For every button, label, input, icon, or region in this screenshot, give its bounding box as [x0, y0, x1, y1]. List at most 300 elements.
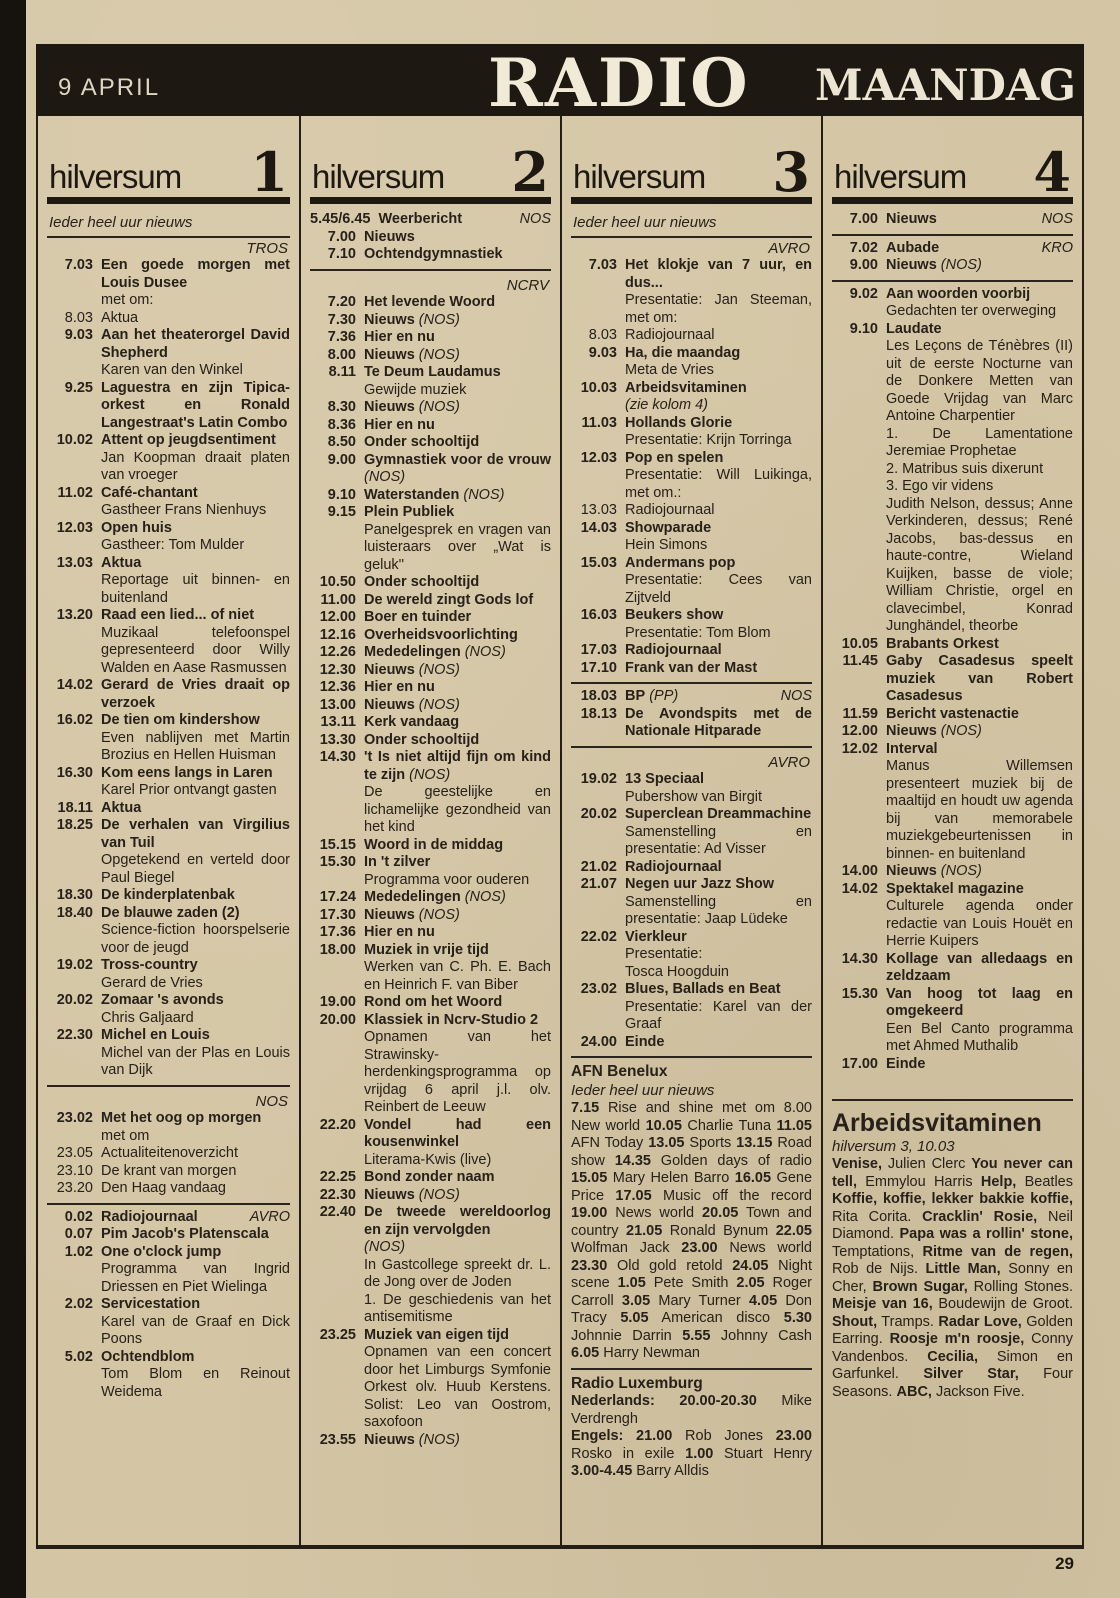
program-suffix: (NOS) [418, 661, 460, 678]
section-note: Ieder heel uur nieuws [571, 1081, 715, 1099]
program-title: One o'clock jump [101, 1243, 222, 1260]
program-content [101, 1244, 290, 1297]
program-time: 7.30 [327, 311, 356, 328]
program-time: 18.40 [56, 904, 93, 921]
paragraph-segment: Mary Turner [650, 1292, 749, 1309]
program-content [886, 286, 1073, 321]
program-time: 18.03 [580, 688, 617, 704]
program-content [364, 889, 551, 907]
paragraph-segment: 5.55 [682, 1327, 711, 1344]
program-desc: Presentatie: Jan Steeman, met om: [625, 292, 812, 326]
paragraph-segment: Cecilia, [927, 1348, 978, 1365]
paragraph-segment: Gene Price [571, 1170, 813, 1204]
paragraph-segment: Rolling Stones. [967, 1278, 1073, 1295]
program-title: Bericht vastenactie [886, 705, 1019, 722]
program-item [310, 662, 551, 680]
program-content [101, 1349, 290, 1402]
program-title: Rond om het Woord [364, 994, 503, 1010]
program-time: 15.30 [319, 854, 356, 870]
program-item [310, 1204, 551, 1327]
program-item [310, 907, 551, 925]
paragraph-segment: Koffie, koffie, lekker bakkie koffie, [832, 1191, 1073, 1208]
program-content [101, 485, 290, 520]
paragraph-segment: 11.05 [776, 1117, 812, 1134]
program-desc: 3. Ego vir videns [886, 478, 994, 494]
program-content [101, 800, 290, 818]
program-title: Nieuws [364, 346, 415, 363]
program-time: 17.24 [319, 889, 356, 905]
program-title: Pim Jacob's Platenscala [101, 1226, 269, 1242]
program-title: Nieuws [364, 1186, 415, 1203]
program-time: 10.02 [56, 432, 93, 448]
program-content [364, 399, 551, 417]
program-item [47, 1110, 290, 1145]
program-title: Hollands Glorie [625, 414, 733, 431]
program-item [310, 697, 551, 715]
program-time: 9.25 [64, 379, 93, 396]
program-content [625, 771, 812, 806]
program-time: 16.02 [56, 712, 93, 728]
listing-paragraph [832, 1156, 1073, 1401]
program-desc: Presentatie: Cees van Zijtveld [625, 572, 812, 606]
program-item [47, 1027, 290, 1080]
program-title: Andermans pop [625, 554, 736, 571]
section-divider [571, 746, 812, 748]
program-content [101, 905, 290, 958]
program-content [378, 211, 551, 229]
program-content [101, 1027, 290, 1080]
program-time: 22.20 [319, 1116, 356, 1133]
program-content [364, 434, 551, 452]
program-item [310, 889, 551, 907]
program-content [625, 450, 812, 503]
program-time: 13.03 [580, 502, 617, 518]
program-desc: 2. Matribus suis dixerunt [886, 460, 1044, 477]
program-time: 20.02 [56, 992, 93, 1008]
paragraph-segment: Boudewijn de Groot. [932, 1296, 1073, 1313]
program-title: Nieuws [886, 723, 937, 739]
paragraph-segment: Stuart Henry [713, 1445, 812, 1462]
program-title: Muziek in vrije tijd [364, 941, 489, 958]
program-title: De kinderplatenbak [101, 887, 235, 903]
program-desc: Opnamen van een concert door het Limburgs Symfonie Orkest olv. Huub Kerstens. Solist: Leo van Oostrom, saxofoon [364, 1344, 551, 1430]
program-desc: Chris Galjaard [101, 1009, 194, 1026]
paragraph-segment: Johnny Cash [710, 1327, 812, 1344]
program-item [47, 310, 290, 328]
paragraph-segment: Ritme van de regen, [922, 1243, 1073, 1260]
program-item [571, 607, 812, 642]
paragraph-segment: Wolfman Jack [571, 1240, 682, 1256]
paragraph-segment: Rise and shine met om 8.00 New world [571, 1100, 812, 1134]
program-item [310, 679, 551, 697]
hourly-news-note: Ieder heel uur nieuws [47, 211, 290, 238]
paragraph-segment: Nederlands: 20.00-20.30 [571, 1393, 757, 1409]
program-desc: In Gastcollege spreekt dr. L. de Jong over de Joden [364, 1256, 551, 1290]
program-suffix: (NOS) [409, 766, 451, 783]
program-desc: Gedachten ter overweging [886, 303, 1057, 319]
program-title: Nieuws [364, 399, 415, 415]
program-title: Pop en spelen [625, 449, 724, 466]
program-title: Radiojournaal [625, 502, 715, 518]
program-item [47, 992, 290, 1027]
program-time: 12.03 [56, 519, 93, 536]
program-desc: Presentatie: Krijn Torringa [625, 432, 792, 448]
program-title: Negen uur Jazz Show [625, 876, 775, 892]
program-time: 9.03 [588, 344, 617, 361]
section-subhead: AFN Benelux [571, 1063, 668, 1080]
program-item [571, 502, 812, 520]
program-item [310, 714, 551, 732]
program-item [310, 312, 551, 330]
program-suffix: (NOS) [418, 906, 460, 923]
program-time: 12.36 [319, 679, 356, 695]
program-time: 9.03 [64, 327, 93, 343]
program-desc: Tosca Hoogduin [625, 963, 729, 980]
program-content [625, 345, 812, 380]
program-content [364, 1327, 551, 1432]
program-title: Frank van der Mast [625, 659, 758, 676]
program-time: 11.45 [842, 653, 878, 669]
program-content [364, 229, 551, 247]
program-time: 13.11 [320, 714, 356, 730]
network-inline: NOS [519, 211, 551, 227]
program-item [310, 211, 551, 229]
program-desc: Even nablijven met Martin Brozius en Hellen Huisman [101, 729, 290, 763]
program-time: 10.50 [319, 574, 356, 590]
program-title: Boer en tuinder [364, 609, 472, 625]
network-inline: NOS [780, 688, 812, 704]
program-item [47, 1163, 290, 1181]
program-content [364, 854, 551, 889]
program-time: 18.25 [56, 817, 93, 833]
program-desc: Programma voor ouderen [364, 871, 530, 888]
program-title: Ochtendgymnastiek [364, 246, 503, 262]
section-divider [47, 1203, 290, 1205]
program-time: 8.30 [327, 399, 356, 415]
program-content [364, 1012, 551, 1117]
program-time: 24.00 [580, 1033, 617, 1050]
program-item [571, 771, 812, 806]
program-item [310, 434, 551, 452]
section-divider [832, 280, 1073, 282]
program-title: Superclean Dreammachine [625, 806, 812, 822]
program-time: 8.00 [327, 346, 356, 363]
program-content [625, 688, 812, 706]
section-bighead: Arbeidsvitaminen [832, 1109, 1042, 1137]
network-label: NCRV [506, 276, 549, 294]
program-time: 9.00 [849, 257, 878, 273]
program-item [47, 485, 290, 520]
page-edge [0, 0, 26, 1598]
program-item [571, 706, 812, 741]
station-header [47, 116, 290, 204]
program-suffix: (NOS) [418, 1431, 460, 1448]
program-desc: Gerard de Vries [101, 974, 203, 991]
program-suffix: (NOS) [418, 1186, 460, 1203]
paragraph-segment: Johnnie Darrin [571, 1327, 683, 1344]
program-title: Einde [625, 1033, 665, 1050]
program-item [310, 732, 551, 750]
program-item [47, 905, 290, 958]
program-content [625, 502, 812, 520]
program-time: 10.03 [580, 379, 617, 396]
station-column [560, 116, 821, 1545]
program-time: 0.07 [64, 1226, 93, 1242]
program-title: Kerk vandaag [364, 714, 460, 730]
program-title: Onder schooltijd [364, 731, 480, 748]
program-item [310, 1012, 551, 1117]
program-time: 7.20 [327, 294, 356, 310]
program-time: 23.20 [56, 1180, 93, 1196]
program-title: Attent op jeugdsentiment [101, 432, 276, 448]
program-title: Bond zonder naam [364, 1169, 495, 1185]
paragraph-segment: 10.05 [645, 1117, 682, 1134]
program-title: Ha, die maandag [625, 344, 741, 361]
program-desc: Judith Nelson, dessus; Anne Verkinderen, dessus; René Jacobs, bas-dessus en haute-contre, Wieland Kuijken, basse de viole; William Christie, orgel en clavecimbel, Konrad Junghändel, theorbe [886, 495, 1073, 634]
program-title: Klassiek in Ncrv-Studio 2 [364, 1011, 539, 1028]
program-item [310, 1327, 551, 1432]
program-title: Arbeidsvitaminen [625, 379, 747, 396]
paragraph-segment: Pete Smith [645, 1275, 737, 1291]
paragraph-segment: 17.05 [615, 1187, 652, 1204]
program-desc: Opnamen van het Strawinsky-herdenkingsprogramma op vrijdag 6 april j.l. olv. Reinbert de Leeuw [364, 1029, 551, 1115]
program-time: 2.02 [64, 1296, 93, 1312]
program-time: 7.03 [588, 257, 617, 273]
program-item [310, 1117, 551, 1170]
program-time: 23.10 [56, 1162, 93, 1179]
program-content [101, 1296, 290, 1349]
program-time: 22.02 [580, 928, 617, 945]
program-title: Showparade [625, 519, 712, 536]
program-item [571, 327, 812, 345]
program-content [886, 723, 1073, 741]
paragraph-segment: Help, [980, 1173, 1017, 1190]
program-time: 21.07 [580, 876, 617, 892]
paragraph-segment: 4.05 [748, 1292, 778, 1309]
program-content [886, 986, 1073, 1056]
program-time: 18.11 [57, 799, 93, 816]
program-time: 9.10 [849, 320, 878, 337]
paragraph-segment: Rob de Nijs. [832, 1261, 926, 1278]
program-title: Michel en Louis [101, 1027, 210, 1043]
program-content [364, 1117, 551, 1170]
paragraph-segment: 13.15 [736, 1135, 773, 1151]
program-item [571, 520, 812, 555]
program-item [571, 1034, 812, 1052]
program-content [101, 432, 290, 485]
program-time: 23.05 [56, 1145, 93, 1161]
program-title: Nieuws [886, 211, 937, 227]
program-content [364, 697, 551, 715]
program-desc: Pubershow van Birgit [625, 788, 763, 805]
program-desc: Panelgesprek en vragen van luisteraars over „Wat is geluk'' [364, 521, 551, 573]
program-content [886, 211, 1073, 229]
program-title: Radiojournaal [625, 858, 722, 875]
program-time: 14.30 [319, 749, 356, 765]
program-content [364, 294, 551, 312]
program-time: 21.02 [580, 858, 617, 875]
program-content [364, 417, 551, 435]
paragraph-segment: 16.05 [734, 1170, 772, 1186]
program-item [310, 364, 551, 399]
program-time: 17.00 [841, 1055, 878, 1072]
network-label: NOS [255, 1092, 288, 1110]
program-time: 14.02 [56, 677, 93, 693]
paragraph-segment: Little Man, [925, 1261, 1001, 1278]
program-title: Tross-country [101, 957, 198, 973]
program-title: Met het oog op morgen [101, 1110, 262, 1126]
program-item [832, 653, 1073, 706]
program-title: Onder schooltijd [364, 574, 480, 590]
program-desc: Samenstelling en presentatie: Ad Visser [625, 823, 812, 857]
program-desc: Programma van Ingrid Driessen en Piet Wielinga [101, 1261, 290, 1295]
program-desc: Hein Simons [625, 537, 708, 553]
program-item [310, 1169, 551, 1187]
program-desc: Culturele agenda onder redactie van Louis Houët en Herrie Kuipers [886, 898, 1073, 949]
program-time: 22.25 [319, 1169, 356, 1185]
program-content [886, 863, 1073, 881]
paragraph-segment: Golden Earring. [832, 1313, 1073, 1348]
paragraph-segment: 21.05 [626, 1222, 663, 1239]
program-title: Kollage van alledaags en zeldzaam [886, 950, 1073, 984]
program-title: De wereld zingt Gods lof [364, 591, 534, 608]
program-time: 0.02 [64, 1208, 93, 1225]
program-title: Aktua [101, 799, 142, 816]
program-item [47, 555, 290, 608]
program-time: 15.03 [580, 554, 617, 571]
program-desc: (NOS) [364, 1239, 406, 1255]
program-desc: Werken van C. Ph. E. Bach en Heinrich F. van Biber [364, 959, 551, 993]
program-content [101, 1209, 290, 1227]
program-title: Den Haag vandaag [101, 1180, 226, 1196]
program-item [832, 636, 1073, 654]
program-item [47, 1180, 290, 1198]
paragraph-segment: Emmylou Harris [856, 1173, 981, 1190]
program-item [571, 555, 812, 608]
program-item [310, 609, 551, 627]
program-title: Einde [886, 1055, 926, 1072]
station-header [571, 116, 812, 204]
date-label: 9 APRIL [58, 74, 161, 101]
program-time: 14.00 [841, 863, 878, 879]
section-divider [571, 1368, 812, 1370]
paragraph-segment: Beatles [1016, 1173, 1073, 1190]
program-item [310, 452, 551, 487]
program-title: Nieuws [364, 311, 415, 328]
program-content [886, 636, 1073, 654]
program-item [310, 942, 551, 995]
paragraph-segment: 23.00 [775, 1428, 812, 1444]
network-label: AVRO [768, 239, 810, 257]
program-title: Hier en nu [364, 416, 435, 433]
paragraph-segment: Simon en Garfunkel. [832, 1348, 1073, 1383]
paragraph-segment: Meisje van 16, [832, 1296, 933, 1313]
program-time: 23.02 [580, 981, 617, 997]
columns [36, 116, 1084, 1549]
program-content [101, 327, 290, 380]
program-content [364, 1204, 551, 1327]
program-item [310, 644, 551, 662]
program-item [47, 1145, 290, 1163]
paragraph-segment: Temptations, [832, 1243, 923, 1260]
program-content [886, 321, 1073, 636]
program-content [886, 881, 1073, 951]
program-item [310, 417, 551, 435]
program-desc: Gastheer Frans Nienhuys [101, 502, 267, 518]
program-title: Van hoog tot laag en omgekeerd [886, 985, 1073, 1019]
paragraph-segment: 2.05 [736, 1275, 765, 1291]
paragraph-segment: Harry Newman [599, 1345, 700, 1361]
paragraph-segment: Neil Diamond. [832, 1208, 1073, 1243]
program-content [364, 364, 551, 399]
paragraph-segment: Shout, [832, 1313, 878, 1330]
program-time: 7.00 [849, 211, 878, 227]
program-title: Woord in de middag [364, 836, 504, 853]
program-content [625, 555, 812, 608]
paragraph-segment: Venise, [832, 1156, 882, 1173]
program-desc: 1. De Lamentatione Jeremiae Prophetae [886, 425, 1073, 459]
paragraph-segment: 14.35 [614, 1152, 651, 1169]
paragraph-segment: 23.00 [681, 1240, 718, 1256]
program-item [832, 240, 1073, 258]
program-title: Gerard de Vries draait op verzoek [101, 677, 290, 711]
program-suffix: (NOS) [418, 696, 460, 713]
paragraph-segment: 23.30 [571, 1257, 608, 1274]
program-title: De verhalen van Virgilius van Tuil [101, 817, 290, 851]
paragraph-segment: Roosje m'n roosje, [889, 1331, 1025, 1348]
program-title: Radiojournaal [625, 642, 722, 658]
program-time: 18.00 [319, 941, 356, 958]
program-time: 20.00 [319, 1011, 356, 1028]
paragraph-segment: 22.05 [775, 1222, 812, 1239]
program-item [310, 329, 551, 347]
program-time: 14.30 [841, 950, 878, 967]
paragraph-segment: Julien Clerc [881, 1156, 972, 1173]
paragraph-segment: 20.05 [702, 1205, 739, 1221]
program-title: Beukers show [625, 607, 724, 623]
program-suffix: (NOS) [940, 257, 982, 273]
program-time: 1.02 [64, 1243, 93, 1260]
program-desc: Samenstelling en presentatie: Jaap Lüdeke [625, 893, 812, 927]
program-title: 't Is niet altijd fijn om kind te zijn [364, 749, 551, 783]
program-title: De tweede wereldoorlog en zijn vervolgden [364, 1204, 551, 1238]
program-title: Gymnastiek voor de vrouw [364, 451, 551, 468]
paragraph-segment: 5.30 [783, 1310, 812, 1326]
program-content [101, 555, 290, 608]
program-title: Aktua [101, 309, 139, 326]
program-suffix: (NOS) [463, 486, 505, 503]
program-content [364, 942, 551, 995]
program-title: Laguestra en zijn Tipica-orkest en Ronald Langestraat's Latin Combo [101, 379, 290, 431]
program-title: Brabants Orkest [886, 635, 999, 652]
program-time: 22.30 [56, 1027, 93, 1043]
program-item [310, 854, 551, 889]
program-item [47, 817, 290, 887]
program-item [832, 741, 1073, 864]
program-content [625, 415, 812, 450]
program-suffix: (NOS) [418, 399, 460, 415]
program-item [310, 504, 551, 574]
program-time: 20.02 [580, 806, 617, 822]
program-time: 11.00 [320, 591, 356, 608]
paragraph-segment: You never can tell, [832, 1156, 1074, 1190]
program-time: 9.00 [327, 451, 356, 468]
program-content [364, 714, 551, 732]
program-desc: Manus Willemsen presenteert muziek bij de maaltijd en houdt uw agenda bij van memorabele muziekgebeurtenissen in binnen- en buitenland [886, 758, 1073, 862]
paragraph-segment: ABC, [896, 1383, 932, 1400]
program-content [101, 257, 290, 310]
program-time: 12.03 [580, 449, 617, 466]
